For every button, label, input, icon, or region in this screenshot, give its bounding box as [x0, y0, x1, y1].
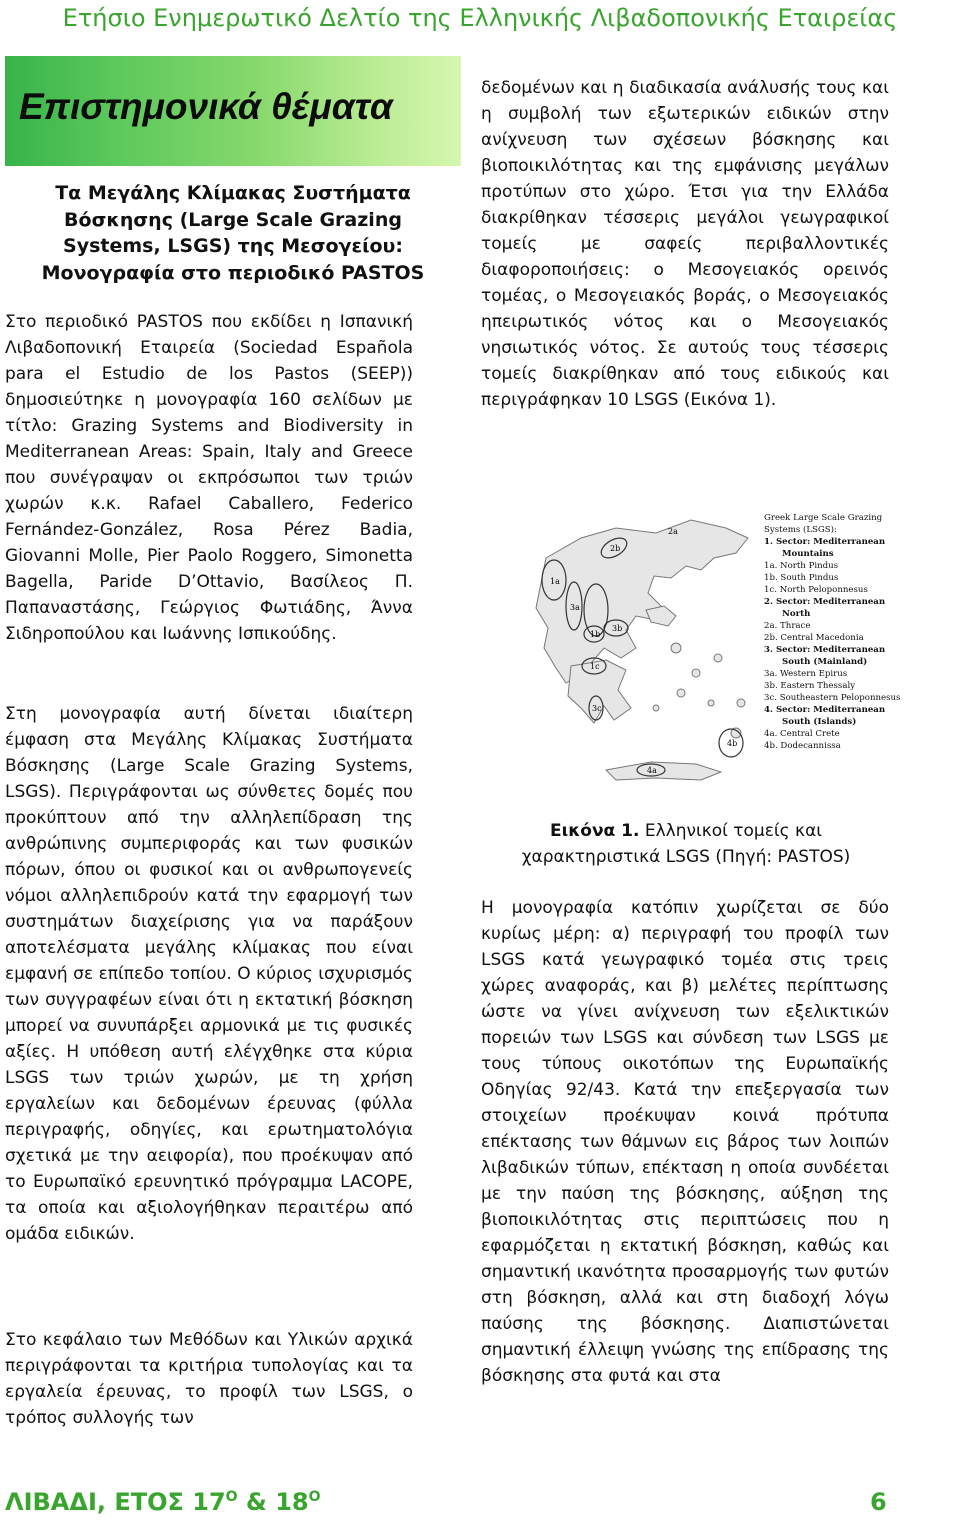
- legend-line: South (Islands): [782, 717, 857, 727]
- legend-line: Systems (LSGS):: [764, 525, 837, 535]
- legend-line: 3. Sector: Mediterranean: [764, 645, 886, 655]
- paragraph-sectors: δεδομένων και η διαδικασία ανάλυσής τους και η συμβολή των εξωτερικών ειδικών στην ανίχνευση των σχέσεων βόσκησης και βιοποικιλότητας και της εμφάνισης μεγάλων προτύπων στο χώρο. Έτσι για την Ελλάδα διακρίθηκαν τέσσερις μεγάλοι γεωγραφικοί τομείς με σαφείς περιβαλλοντικές διαφοροποιήσεις: ο Μεσογειακός ορεινός τομέας, ο Μεσογειακός βοράς, ο Μεσογειακός ηπειρωτικός νότος και ο Μεσογειακός νησιωτικός νότος. Σε αυτούς τους τέσσερις τομείς διακρίθηκαν από τους ειδικούς και περιγράφηκαν 10 LSGS (Εικόνα 1).: [481, 78, 889, 410]
- page-number: 6: [870, 1488, 887, 1516]
- figure-caption-text: Ελληνικοί τομείς και χαρακτηριστικά LSGS (Πηγή: PASTOS): [521, 821, 851, 867]
- legend-line: Mountains: [782, 549, 834, 559]
- region-label: 1c: [590, 662, 600, 671]
- legend-line: 4. Sector: Mediterranean: [764, 705, 886, 715]
- region-label: 2b: [610, 544, 621, 553]
- paragraph-intro: Στο περιοδικό PASTOS που εκδίδει η Ισπανική Λιβαδοπονική Εταιρεία (Sociedad Española para el Estudio de los Pastos (SEEP)) δημοσιεύτηκε η μονογραφία 160 σελίδων με τίτλο: Grazing Systems and Biodiversity in Mediterranean Areas: Spain, Italy and Greece που συνέγραψαν οι εκπρόσωποι των τριών χωρών κ.κ. Rafael Caballero, Federico Fernández-González, Rosa Pérez Badia, Giovanni Molle, Pier Paolo Roggero, Simonetta Bagella, Paride D’Ottavio, Βασίλεος Π. Παπαναστάσης, Γεώργιος Φωτιάδης, Άννα Σιδηροπούλου και Ιωάννης Ισπικούδης.: [5, 312, 413, 644]
- legend-line: 2a. Thrace: [764, 621, 811, 631]
- legend-line: 3c. Southeastern Peloponnesus: [764, 693, 901, 703]
- region-label: 1b: [590, 630, 601, 639]
- legend-line: 2b. Central Macedonia: [764, 633, 864, 643]
- greece-map: [486, 498, 949, 798]
- region-label: 3a: [570, 603, 580, 612]
- footer-sup: Ο: [225, 1489, 238, 1505]
- article-title-line: Μονογραφία στο περιοδικό PASTOS: [41, 261, 425, 284]
- legend-line: 1a. North Pindus: [764, 561, 839, 571]
- paragraph-lsgs-definition: Στη μονογραφία αυτή δίνεται ιδιαίτερη έμφαση στα Μεγάλης Κλίμακας Συστήματα Βόσκησης (Large Scale Grazing Systems, LSGS). Περιγράφονται ως σύνθετες δομές που προκύπτουν από την αλληλεπίδραση της ανθρώπινης συμπεριφοράς και των φυσικών πόρων, όπου οι φυσικοί και οι ανθρωπογενείς νόμοι αλληλεπιδρούν κατά την εφαρμογή των συστημάτων διαχείρισης για να παράξουν αποτελέσματα μεγάλης κλίμακας που είναι εμφανή σε επίπεδο τοπίου. Ο κύριος ισχυρισμός των συγγραφέων είναι ότι η εκτατική βόσκηση μπορεί να συνυπάρξει αρμονικά με τις φυσικές αξίες. Η υπόθεση αυτή ελέγχθηκε στα κύρια LSGS των τριών χωρών, με τη χρήση εργαλείων και δεδομένων έρευνας (φύλλα περιγραφής, οδηγίες, και ερωτηματολόγια σχετικά με την αειφορία), που προέκυψαν από το Ευρωπαϊκό ερευνητικό πρόγραμμα LACOPE, τα οποία και αξιολογήθηκαν περαιτέρω από ομάδα ειδικών.: [5, 704, 413, 1244]
- section-banner: [5, 56, 461, 166]
- region-label: 4b: [727, 739, 738, 748]
- legend-line: 1b. South Pindus: [764, 573, 839, 583]
- article-title-line: Βόσκησης (Large Scale Grazing: [64, 208, 402, 231]
- footer-title: ΛΙΒΑΔΙ, ΕΤΟΣ 17: [5, 1488, 226, 1516]
- legend-line: South (Mainland): [782, 657, 868, 667]
- greece-lsgs-map-figure: [486, 498, 949, 798]
- legend-line: 1c. North Peloponnesus: [764, 585, 868, 595]
- paragraph-methods: Στο κεφάλαιο των Μεθόδων και Υλικών αρχικά περιγράφονται τα κριτήρια τυπολογίας και τα εργαλεία έρευνας, το προφίλ των LSGS, ο τρόπος συλλογής των: [5, 1330, 413, 1428]
- legend-line: 2. Sector: Mediterranean: [764, 597, 886, 607]
- article-title-line: Τα Μεγάλης Κλίμακας Συστήματα: [55, 182, 411, 204]
- article-title: [5, 180, 461, 286]
- region-label: 3c: [592, 704, 602, 713]
- footer-sup: Ο: [308, 1489, 321, 1505]
- legend-line: 3b. Eastern Thessaly: [764, 681, 856, 691]
- region-label: 2a: [668, 527, 678, 536]
- legend-line: 1. Sector: Mediterranean: [764, 537, 886, 547]
- region-label: 3b: [612, 624, 623, 633]
- figure-caption: [486, 818, 886, 870]
- legend-line: Greek Large Scale Grazing: [764, 513, 883, 523]
- region-label: 1a: [550, 577, 560, 586]
- legend-line: North: [782, 609, 811, 619]
- legend-line: 4a. Central Crete: [764, 729, 840, 739]
- paragraph-monograph-structure: Η μονογραφία κατόπιν χωρίζεται σε δύο κυρίως μέρη: α) περιγραφή του προφίλ των LSGS κατά γεωγραφικό τομέα στις τρεις χώρες αναφοράς, και β) μελέτες περίπτωσης ώστε να γίνει ανίχνευση των εξελικτικών πορειών των LSGS και σύνδεση των LSGS με τους τύπους οικοτόπων της Ευρωπαϊκής Οδηγίας 92/43. Κατά την επεξεργασία των στοιχείων προέκυψαν κοινά πρότυπα επέκτασης των θάμνων εις βάρος των λοιπών λιβαδικών τύπων, επέκταση η οποία συνδέεται με την παύση της βόσκησης, αύξηση της βιοποικιλότητας στις περιπτώσεις που η εφαρμόζεται η εκτατική βόσκηση, καθώς και σημαντική ικανότητα προσαρμογής των φυτών στη βόσκηση, αλλά και στη διαδοχή λόγω παύσης της βόσκησης. Διαπιστώνεται σημαντική έλλειψη γνώσης της επίδρασης της βόσκησης στα φυτά και στα: [481, 898, 889, 1386]
- footer-and: & 18: [237, 1488, 309, 1516]
- region-label: 4a: [647, 766, 657, 775]
- newsletter-title: Ετήσιο Ενημερωτικό Δελτίο της Ελληνικής Λιβαδοπονικής Εταιρείας: [62, 4, 898, 32]
- article-title-line: Systems, LSGS) της Μεσογείου:: [63, 235, 403, 257]
- footer-journal-year: [5, 1488, 321, 1516]
- legend-line: 4b. Dodecannissa: [764, 741, 841, 751]
- legend-line: 3a. Western Epirus: [764, 669, 848, 679]
- section-title: Επιστημονικά θέματα: [19, 86, 393, 127]
- figure-caption-label: Εικόνα 1.: [549, 821, 640, 841]
